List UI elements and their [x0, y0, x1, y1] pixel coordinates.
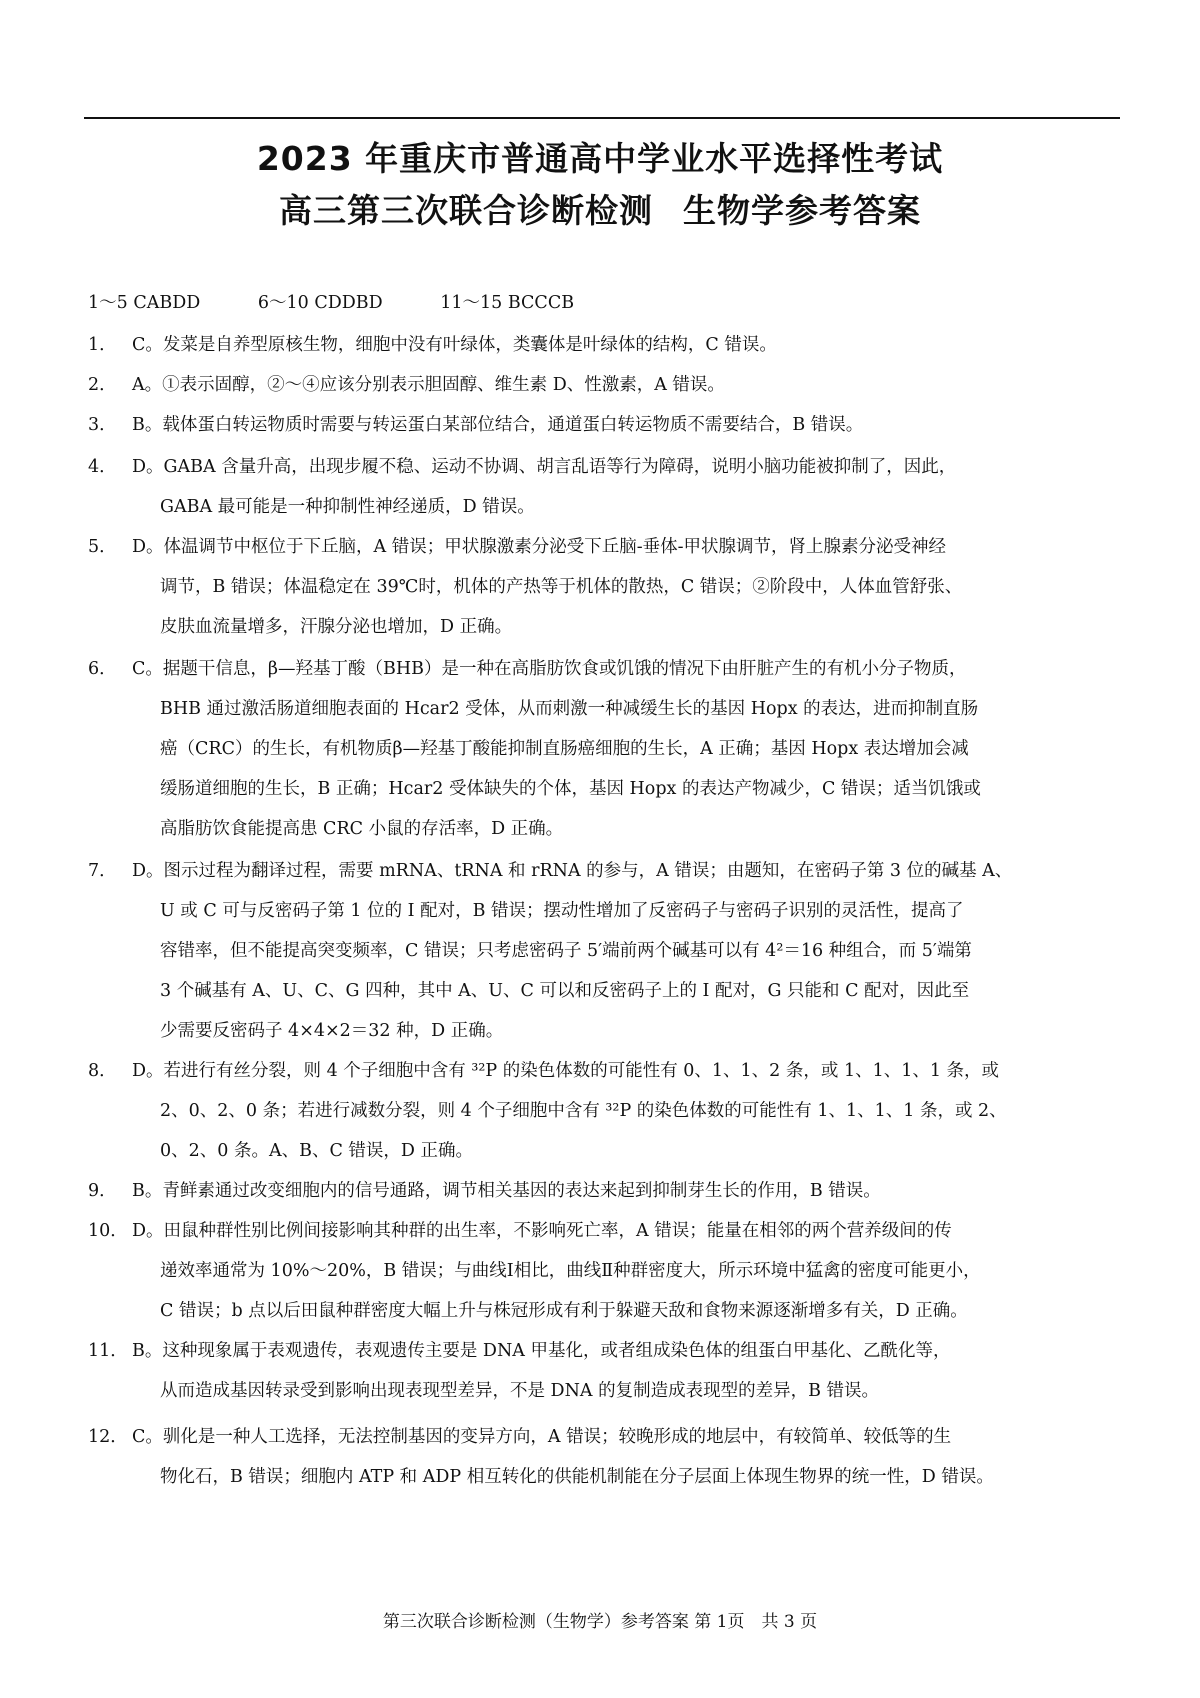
answer-item-text-continued: BHB 通过激活肠道细胞表面的 Hcar2 受体，从而刺激一种减缓生长的基因 Hopx 的表达，进而抑制直肠 — [160, 699, 979, 719]
answer-item-text: D。若进行有丝分裂，则 4 个子细胞中含有 ³²P 的染色体数的可能性有 0、1、1、2 条，或 1、1、1、1 条，或 — [132, 1061, 1000, 1081]
answer-item — [88, 1171, 1124, 1211]
answer-item — [88, 649, 1124, 849]
answer-item-text: B。载体蛋白转运物质时需要与转运蛋白某部位结合，通道蛋白转运物质不需要结合，B 错误。 — [132, 415, 864, 435]
answer-item — [88, 1051, 1124, 1171]
answer-item-text: C。发菜是自养型原核生物，细胞中没有叶绿体，类囊体是叶绿体的结构，C 错误。 — [132, 335, 777, 355]
answer-item-number: 12． — [88, 1427, 128, 1447]
answer-item-text: D。体温调节中枢位于下丘脑，A 错误；甲状腺激素分泌受下丘脑-垂体-甲状腺调节，肾上腺素分泌受神经 — [132, 537, 947, 557]
answer-item-text-continued: U 或 C 可与反密码子第 1 位的 I 配对，B 错误；摆动性增加了反密码子与密码子识别的灵活性，提高了 — [160, 901, 964, 921]
answer-item-text-continued: 从而造成基因转录受到影响出现表现型差异，不是 DNA 的复制造成表现型的差异，B 错误。 — [160, 1381, 880, 1401]
answer-item-number: 4． — [88, 457, 117, 477]
answer-item — [88, 851, 1124, 1051]
answer-item-text: C。驯化是一种人工选择，无法控制基因的变异方向，A 错误；较晚形成的地层中，有较简单、较低等的生 — [132, 1427, 952, 1447]
answer-item-text-continued: 2、0、2、0 条；若进行减数分裂，则 4 个子细胞中含有 ³²P 的染色体数的可能性有 1、1、1、1 条，或 2、 — [160, 1101, 1007, 1121]
answer-item-number: 7． — [88, 861, 117, 881]
answer-item — [88, 365, 1124, 405]
answer-summary-group: 11～15 BCCCB — [440, 293, 575, 313]
answer-item-number: 2． — [88, 375, 117, 395]
answer-item-text-continued: 3 个碱基有 A、U、C、G 四种，其中 A、U、C 可以和反密码子上的 I 配对，G 只能和 C 配对，因此至 — [160, 981, 970, 1001]
answer-item-number: 1． — [88, 335, 117, 355]
subtitle-left: 高三第三次联合诊断检测 — [279, 191, 653, 230]
answer-item-text-continued: 物化石，B 错误；细胞内 ATP 和 ADP 相互转化的供能机制能在分子层面上体现生物界的统一性，D 错误。 — [160, 1467, 994, 1487]
answer-item — [88, 325, 1124, 365]
answer-item-text-continued: 递效率通常为 10%～20%，B 错误；与曲线Ⅰ相比，曲线Ⅱ种群密度大，所示环境中猛禽的密度可能更小， — [160, 1261, 981, 1281]
subtitle-right: 生物学参考答案 — [683, 191, 921, 230]
answer-item-text-continued: 癌（CRC）的生长，有机物质β—羟基丁酸能抑制直肠癌细胞的生长，A 正确；基因 Hopx 表达增加会减 — [160, 739, 969, 759]
answer-item-number: 3． — [88, 415, 117, 435]
answer-item-text-continued: C 错误；b 点以后田鼠种群密度大幅上升与株冠形成有利于躲避天敌和食物来源逐渐增多有关，D 正确。 — [160, 1301, 968, 1321]
answer-item-text: D。田鼠种群性别比例间接影响其种群的出生率，不影响死亡率，A 错误；能量在相邻的两个营养级间的传 — [132, 1221, 952, 1241]
answer-explanations — [88, 325, 1124, 1497]
answer-item-text-continued: 缓肠道细胞的生长，B 正确；Hcar2 受体缺失的个体，基因 Hopx 的表达产物减少，C 错误；适当饥饿或 — [160, 779, 981, 799]
answer-item-text-continued: 容错率，但不能提高突变频率，C 错误；只考虑密码子 5′端前两个碱基可以有 4²＝16 种组合，而 5′端第 — [160, 941, 972, 961]
answer-item — [88, 447, 1124, 527]
answer-summary — [88, 289, 626, 314]
answer-item-number: 10． — [88, 1221, 128, 1241]
answer-item-text: B。青鲜素通过改变细胞内的信号通路，调节相关基因的表达来起到抑制芽生长的作用，B 错误。 — [132, 1181, 881, 1201]
answer-summary-group: 6～10 CDDBD — [257, 293, 383, 313]
answer-item — [88, 1211, 1124, 1331]
answer-item-number: 9． — [88, 1181, 117, 1201]
answer-item-number: 11． — [88, 1341, 128, 1361]
answer-item-text-continued: GABA 最可能是一种抑制性神经递质，D 错误。 — [160, 497, 535, 517]
answer-item-text-continued: 少需要反密码子 4×4×2＝32 种，D 正确。 — [160, 1021, 504, 1041]
answer-item-text-continued: 调节，B 错误；体温稳定在 39℃时，机体的产热等于机体的散热，C 错误；②阶段中，人体血管舒张、 — [160, 577, 963, 597]
top-rule — [84, 117, 1120, 119]
answer-item-text: B。这种现象属于表观遗传，表观遗传主要是 DNA 甲基化，或者组成染色体的组蛋白甲基化、乙酰化等， — [132, 1341, 951, 1361]
answer-item-number: 6． — [88, 659, 117, 679]
page-footer: 第三次联合诊断检测（生物学）参考答案 第 1页 共 3 页 — [382, 1612, 818, 1632]
answer-item-text-continued: 皮肤血流量增多，汗腺分泌也增加，D 正确。 — [160, 617, 513, 637]
answer-item-text: D。图示过程为翻译过程，需要 mRNA、tRNA 和 rRNA 的参与，A 错误；由题知，在密码子第 3 位的碱基 A、 — [132, 861, 1013, 881]
answer-item-number: 5． — [88, 537, 117, 557]
answer-item — [88, 1331, 1124, 1411]
answer-item-text: D。GABA 含量升高，出现步履不稳、运动不协调、胡言乱语等行为障碍，说明小脑功能被抑制了，因此， — [132, 457, 957, 477]
answer-item — [88, 405, 1124, 445]
answer-item-number: 8． — [88, 1061, 117, 1081]
document-subtitle — [0, 185, 1200, 232]
answer-item-text-continued: 0、2、0 条。A、B、C 错误，D 正确。 — [160, 1141, 474, 1161]
answer-item-text: A。①表示固醇，②～④应该分别表示胆固醇、维生素 D、性激素，A 错误。 — [132, 375, 725, 395]
answer-summary-group: 1～5 CABDD — [88, 293, 201, 313]
answer-item — [88, 527, 1124, 647]
answer-item-text: C。据题干信息，β—羟基丁酸（BHB）是一种在高脂肪饮食或饥饿的情况下由肝脏产生的有机小分子物质， — [132, 659, 967, 679]
answer-item-text-continued: 高脂肪饮食能提高患 CRC 小鼠的存活率，D 正确。 — [160, 819, 564, 839]
exam-title: 2023 年重庆市普通高中学业水平选择性考试 — [256, 139, 944, 178]
answer-item — [88, 1417, 1124, 1497]
